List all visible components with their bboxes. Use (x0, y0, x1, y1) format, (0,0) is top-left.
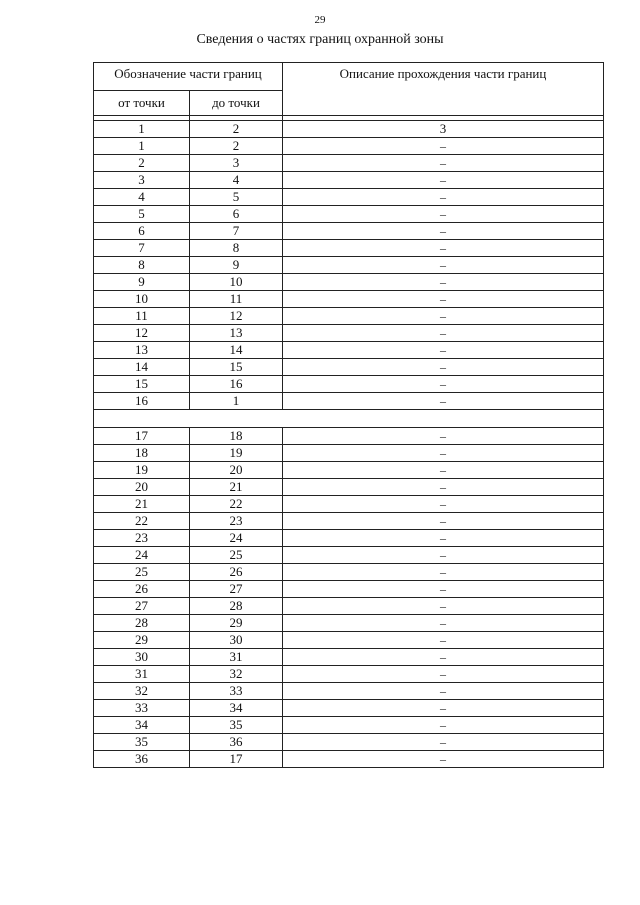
description-cell: – (283, 155, 604, 172)
table-row (94, 393, 604, 410)
to-point-cell: 12 (190, 308, 283, 325)
from-point-cell: 27 (94, 598, 190, 615)
table-row (94, 138, 604, 155)
from-point-cell: 34 (94, 717, 190, 734)
to-point-cell: 35 (190, 717, 283, 734)
description-cell: – (283, 598, 604, 615)
description-cell: – (283, 717, 604, 734)
to-point-cell: 26 (190, 564, 283, 581)
table-row (94, 462, 604, 479)
from-point-cell: 25 (94, 564, 190, 581)
table-row (94, 666, 604, 683)
from-point-cell: 28 (94, 615, 190, 632)
from-point-cell: 32 (94, 683, 190, 700)
header-from-point: от точки (94, 91, 190, 116)
table-row (94, 223, 604, 240)
from-point-cell: 33 (94, 700, 190, 717)
to-point-cell: 17 (190, 751, 283, 768)
from-point-cell: 14 (94, 359, 190, 376)
description-cell: – (283, 751, 604, 768)
column-index-desc: 3 (283, 121, 604, 138)
to-point-cell: 22 (190, 496, 283, 513)
from-point-cell: 23 (94, 530, 190, 547)
description-cell: – (283, 189, 604, 206)
table-row (94, 206, 604, 223)
description-cell: – (283, 564, 604, 581)
from-point-cell: 7 (94, 240, 190, 257)
from-point-cell: 13 (94, 342, 190, 359)
to-point-cell: 4 (190, 172, 283, 189)
table-header (94, 63, 604, 138)
description-cell: – (283, 138, 604, 155)
description-cell: – (283, 462, 604, 479)
to-point-cell: 30 (190, 632, 283, 649)
description-cell: – (283, 274, 604, 291)
description-cell: – (283, 700, 604, 717)
boundary-group-2 (94, 428, 604, 768)
from-point-cell: 6 (94, 223, 190, 240)
to-point-cell: 7 (190, 223, 283, 240)
table-row (94, 359, 604, 376)
to-point-cell: 1 (190, 393, 283, 410)
to-point-cell: 9 (190, 257, 283, 274)
description-cell: – (283, 496, 604, 513)
to-point-cell: 32 (190, 666, 283, 683)
description-cell: – (283, 325, 604, 342)
table-row (94, 479, 604, 496)
table-row (94, 240, 604, 257)
to-point-cell: 31 (190, 649, 283, 666)
description-cell: – (283, 393, 604, 410)
from-point-cell: 2 (94, 155, 190, 172)
description-cell: – (283, 359, 604, 376)
from-point-cell: 9 (94, 274, 190, 291)
table-row (94, 717, 604, 734)
description-cell: – (283, 479, 604, 496)
from-point-cell: 36 (94, 751, 190, 768)
from-point-cell: 29 (94, 632, 190, 649)
description-cell: – (283, 547, 604, 564)
table-row (94, 683, 604, 700)
from-point-cell: 16 (94, 393, 190, 410)
description-cell: – (283, 206, 604, 223)
description-cell: – (283, 172, 604, 189)
from-point-cell: 22 (94, 513, 190, 530)
to-point-cell: 18 (190, 428, 283, 445)
table-row (94, 547, 604, 564)
table-row (94, 564, 604, 581)
header-boundary-designation: Обозначение части границ (94, 63, 283, 91)
table-row (94, 325, 604, 342)
to-point-cell: 5 (190, 189, 283, 206)
from-point-cell: 19 (94, 462, 190, 479)
description-cell: – (283, 342, 604, 359)
table-row (94, 342, 604, 359)
table-row (94, 581, 604, 598)
group-gap-row (94, 410, 604, 428)
boundary-parts-table (93, 62, 604, 768)
table-row (94, 530, 604, 547)
to-point-cell: 6 (190, 206, 283, 223)
description-cell: – (283, 683, 604, 700)
table-row (94, 700, 604, 717)
description-cell: – (283, 240, 604, 257)
description-cell: – (283, 649, 604, 666)
to-point-cell: 2 (190, 138, 283, 155)
from-point-cell: 21 (94, 496, 190, 513)
from-point-cell: 3 (94, 172, 190, 189)
header-to-point: до точки (190, 91, 283, 116)
from-point-cell: 12 (94, 325, 190, 342)
to-point-cell: 33 (190, 683, 283, 700)
to-point-cell: 15 (190, 359, 283, 376)
table-row (94, 257, 604, 274)
description-cell: – (283, 513, 604, 530)
from-point-cell: 30 (94, 649, 190, 666)
to-point-cell: 20 (190, 462, 283, 479)
table-row (94, 649, 604, 666)
description-cell: – (283, 428, 604, 445)
to-point-cell: 14 (190, 342, 283, 359)
description-cell: – (283, 734, 604, 751)
document-title: Сведения о частях границ охранной зоны (196, 32, 444, 47)
to-point-cell: 10 (190, 274, 283, 291)
table-row (94, 513, 604, 530)
header-boundary-description: Описание прохождения части границ (283, 63, 604, 116)
from-point-cell: 24 (94, 547, 190, 564)
to-point-cell: 8 (190, 240, 283, 257)
table-row (94, 376, 604, 393)
description-cell: – (283, 257, 604, 274)
to-point-cell: 23 (190, 513, 283, 530)
description-cell: – (283, 530, 604, 547)
table-row (94, 445, 604, 462)
from-point-cell: 26 (94, 581, 190, 598)
column-index-to: 2 (190, 121, 283, 138)
to-point-cell: 34 (190, 700, 283, 717)
from-point-cell: 35 (94, 734, 190, 751)
table-row (94, 189, 604, 206)
to-point-cell: 25 (190, 547, 283, 564)
table-row (94, 428, 604, 445)
from-point-cell: 18 (94, 445, 190, 462)
description-cell: – (283, 632, 604, 649)
page-number: 29 (314, 14, 326, 26)
to-point-cell: 24 (190, 530, 283, 547)
table-row (94, 734, 604, 751)
table-row (94, 496, 604, 513)
description-cell: – (283, 308, 604, 325)
to-point-cell: 36 (190, 734, 283, 751)
from-point-cell: 1 (94, 138, 190, 155)
from-point-cell: 17 (94, 428, 190, 445)
to-point-cell: 11 (190, 291, 283, 308)
table-row (94, 308, 604, 325)
table-row (94, 615, 604, 632)
table-row (94, 155, 604, 172)
from-point-cell: 31 (94, 666, 190, 683)
description-cell: – (283, 615, 604, 632)
description-cell: – (283, 445, 604, 462)
to-point-cell: 21 (190, 479, 283, 496)
description-cell: – (283, 376, 604, 393)
column-index-row (94, 121, 604, 138)
description-cell: – (283, 666, 604, 683)
from-point-cell: 11 (94, 308, 190, 325)
column-index-from: 1 (94, 121, 190, 138)
description-cell: – (283, 581, 604, 598)
to-point-cell: 3 (190, 155, 283, 172)
description-cell: – (283, 291, 604, 308)
table-row (94, 751, 604, 768)
group-gap (94, 410, 604, 428)
table-row (94, 598, 604, 615)
description-cell: – (283, 223, 604, 240)
from-point-cell: 5 (94, 206, 190, 223)
table-row (94, 291, 604, 308)
from-point-cell: 4 (94, 189, 190, 206)
to-point-cell: 19 (190, 445, 283, 462)
to-point-cell: 28 (190, 598, 283, 615)
table-row (94, 274, 604, 291)
to-point-cell: 29 (190, 615, 283, 632)
to-point-cell: 27 (190, 581, 283, 598)
table-row (94, 632, 604, 649)
to-point-cell: 16 (190, 376, 283, 393)
from-point-cell: 8 (94, 257, 190, 274)
to-point-cell: 13 (190, 325, 283, 342)
table-row (94, 172, 604, 189)
from-point-cell: 20 (94, 479, 190, 496)
from-point-cell: 15 (94, 376, 190, 393)
boundary-group-1 (94, 138, 604, 410)
from-point-cell: 10 (94, 291, 190, 308)
